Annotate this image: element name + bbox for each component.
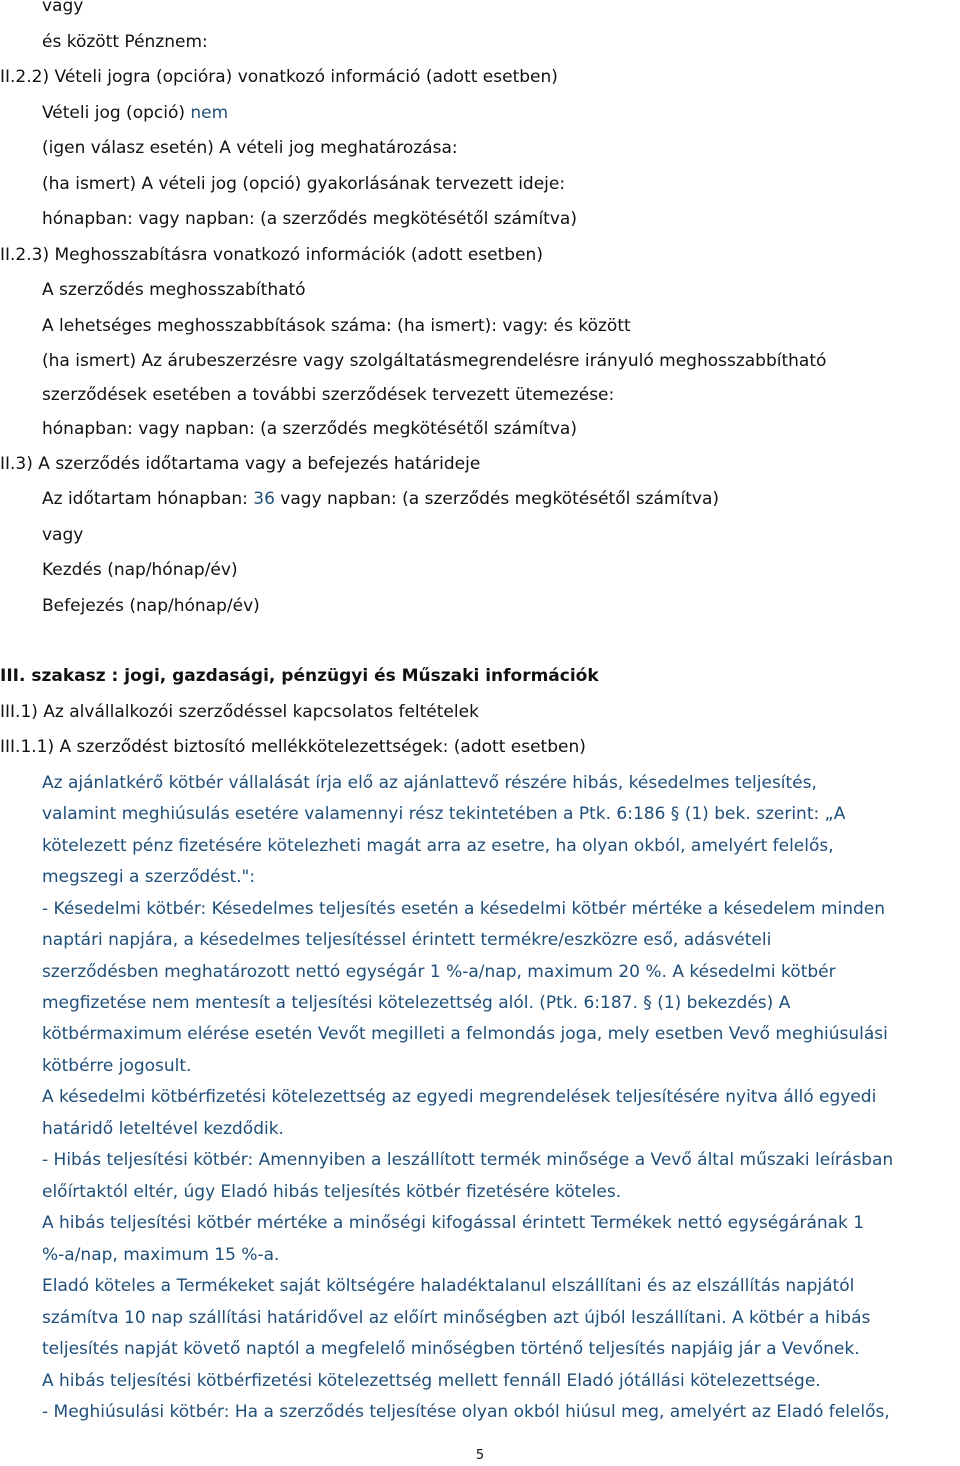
body-line: megszegi a szerződést.": — [42, 867, 256, 887]
part-heading: III. szakasz : jogi, gazdasági, pénzügyi és Műszaki információk — [0, 666, 599, 686]
body-line: - Késedelmi kötbér: Késedelmes teljesítés esetén a késedelmi kötbér mértéke a késedelem minden — [42, 899, 886, 919]
body-line: A hibás teljesítési kötbér mértéke a minőségi kifogással érintett Termékek nettó egységárának 1 — [42, 1213, 865, 1233]
body-line: kötbérre jogosult. — [42, 1056, 192, 1076]
field-label: Az időtartam hónapban: — [42, 489, 254, 509]
section-heading: III.1) Az alvállalkozói szerződéssel kapcsolatos feltételek — [0, 702, 479, 722]
field-label: Vételi jog (opció) — [42, 103, 191, 123]
body-line: határidő leteltével kezdődik. — [42, 1119, 284, 1139]
body-line: kötbérmaximum elérése esetén Vevőt megilleti a felmondás joga, mely esetben Vevő meghiúsulási — [42, 1024, 888, 1044]
text-line: (igen válasz esetén) A vételi jog meghatározása: — [42, 138, 458, 158]
text-line: A lehetséges meghosszabbítások száma: (ha ismert): vagy: és között — [42, 316, 631, 336]
section-heading: II.3) A szerződés időtartama vagy a befejezés határideje — [0, 454, 481, 474]
body-line: szerződésben meghatározott nettó egységár 1 %-a/nap, maximum 20 %. A késedelmi kötbér — [42, 962, 836, 982]
text-line: (ha ismert) A vételi jog (opció) gyakorlásának tervezett ideje: — [42, 174, 566, 194]
section-heading: II.2.3) Meghosszabításra vonatkozó információk (adott esetben) — [0, 245, 543, 265]
text-line: vagy — [42, 525, 84, 545]
text-line: (ha ismert) Az árubeszerzésre vagy szolgáltatásmegrendelésre irányuló meghosszabbítható — [42, 351, 827, 371]
text-line: hónapban: vagy napban: (a szerződés megkötésétől számítva) — [42, 419, 577, 439]
body-line: naptári napjára, a késedelmes teljesítéssel érintett termékre/eszközre eső, adásvételi — [42, 930, 772, 950]
body-line: %-a/nap, maximum 15 %-a. — [42, 1245, 280, 1265]
body-line: Az ajánlatkérő kötbér vállalását írja elő az ajánlattevő részére hibás, késedelmes teljesítés, — [42, 773, 817, 793]
section-heading: III.1.1) A szerződést biztosító mellékkötelezettségek: (adott esetben) — [0, 737, 586, 757]
section-heading: II.2.2) Vételi jogra (opcióra) vonatkozó információ (adott esetben) — [0, 67, 558, 87]
body-line: megfizetése nem mentesít a teljesítési kötelezettség alól. (Ptk. 6:187. § (1) bekezdés) A — [42, 993, 791, 1013]
body-line: Eladó köteles a Termékeket saját költségére haladéktalanul elszállítani és az elszállítás napjától — [42, 1276, 855, 1296]
body-line: kötelezett pénz fizetésére kötelezheti magát arra az esetre, ha olyan okból, amelyért felelős, — [42, 836, 834, 856]
text-line: A szerződés meghosszabítható — [42, 280, 306, 300]
text-line: Befejezés (nap/hónap/év) — [42, 596, 260, 616]
field-suffix: vagy napban: (a szerződés megkötésétől számítva) — [274, 489, 719, 509]
field-value: nem — [190, 103, 229, 123]
text-line — [42, 488, 719, 510]
field-value: 36 — [253, 489, 275, 509]
body-line: A hibás teljesítési kötbérfizetési kötelezettség mellett fennáll Eladó jótállási kötelezettsége. — [42, 1371, 821, 1391]
body-line: - Meghiúsulási kötbér: Ha a szerződés teljesítése olyan okból hiúsul meg, amelyért az Eladó felelős, — [42, 1402, 890, 1422]
body-line: A késedelmi kötbérfizetési kötelezettség az egyedi megrendelések teljesítésére nyitva álló egyedi — [42, 1087, 877, 1107]
text-line: szerződések esetében a további szerződések tervezett ütemezése: — [42, 385, 615, 405]
page-number: 5 — [475, 1448, 485, 1463]
text-line — [42, 102, 228, 124]
body-line: számítva 10 nap szállítási határidővel az előírt minőségben azt újból leszállítani. A kötbér a hibás — [42, 1308, 871, 1328]
text-line: hónapban: vagy napban: (a szerződés megkötésétől számítva) — [42, 209, 577, 229]
text-line: vagy — [42, 0, 84, 16]
text-line: Kezdés (nap/hónap/év) — [42, 560, 238, 580]
body-line: előírtaktól eltér, úgy Eladó hibás teljesítés kötbér fizetésére köteles. — [42, 1182, 622, 1202]
body-line: valamint meghiúsulás esetére valamennyi rész tekintetében a Ptk. 6:186 § (1) bek. szerint: „A — [42, 804, 846, 824]
body-line: teljesítés napját követő naptól a megfelelő minőségben történő teljesítés napjáig jár a Vevőnek. — [42, 1339, 860, 1359]
text-line: és között Pénznem: — [42, 32, 208, 52]
body-line: - Hibás teljesítési kötbér: Amennyiben a leszállított termék minősége a Vevő által műszaki leírásban — [42, 1150, 894, 1170]
